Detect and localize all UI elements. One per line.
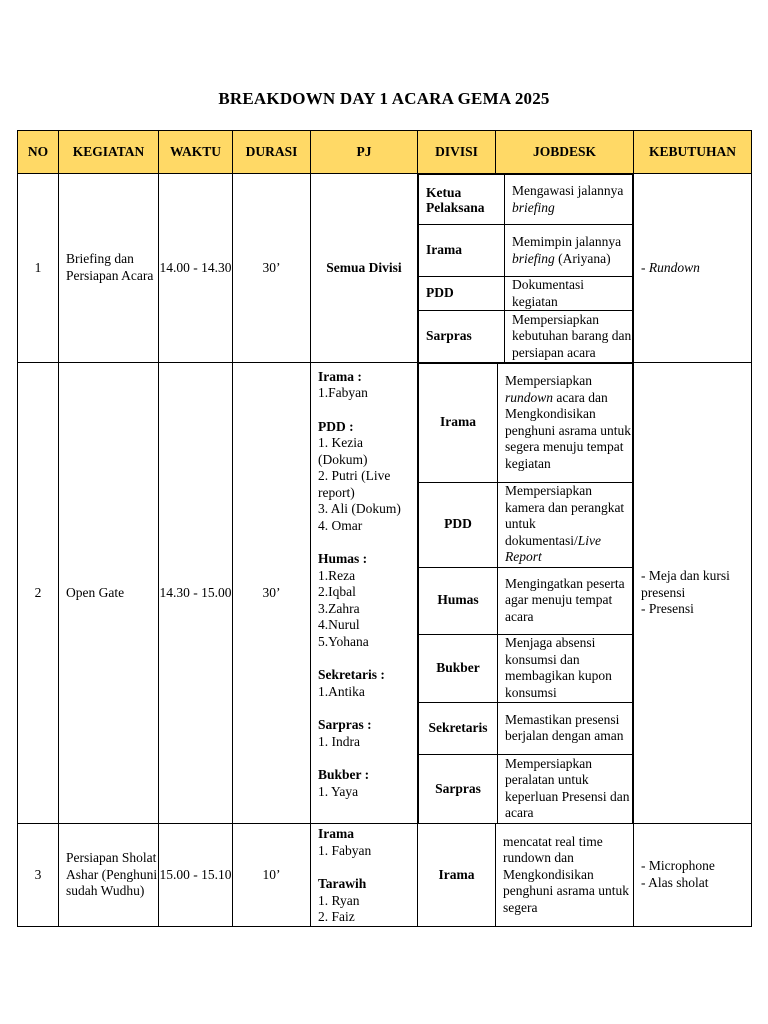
- divisi-row: [419, 482, 633, 567]
- jobdesk-text: Dokumentasi kegiatan: [505, 277, 633, 311]
- table-row: [18, 824, 752, 927]
- pj-group: [318, 667, 411, 700]
- pj-member: 1. Yaya: [318, 783, 359, 799]
- jobdesk-text: Memastikan presensi berjalan dengan aman: [498, 702, 633, 754]
- divisi-name: Sekretaris: [419, 702, 498, 754]
- jobdesk-text: Memimpin jalannya briefing (Ariyana): [505, 225, 633, 277]
- pj-member: 3. Ali (Dokum): [318, 501, 401, 516]
- divisi-name: Irama: [419, 225, 505, 277]
- pj-member: 2. Putri (Live report): [318, 468, 391, 500]
- row-pj: [311, 362, 418, 824]
- pj-group-label: PDD :: [318, 418, 354, 434]
- document-title: BREAKDOWN DAY 1 ACARA GEMA 2025: [218, 89, 550, 108]
- pj-member: 1.Antika: [318, 683, 365, 699]
- row-kegiatan: Open Gate: [59, 362, 159, 824]
- row-durasi: 30’: [233, 174, 311, 363]
- row-kegiatan: Persiapan Sholat Ashar (Penghuni sudah Wudhu): [59, 824, 159, 927]
- divisi-row: [419, 363, 633, 482]
- pj-group: [318, 419, 411, 535]
- pj-member: 1.Fabyan: [318, 385, 368, 400]
- divisi-name: Ketua Pelaksana: [419, 175, 505, 225]
- jobdesk-text: mencatat real time rundown dan Mengkondisikan penghuni asrama untuk segera: [496, 824, 634, 927]
- table-row: [18, 362, 752, 824]
- row-kebutuhan: [634, 362, 752, 824]
- pj-group-label: Sekretaris :: [318, 667, 385, 682]
- pj-member: 5.Yohana: [318, 633, 369, 649]
- row-waktu: 14.00 - 14.30: [159, 174, 233, 363]
- pj-group: [318, 551, 411, 650]
- row-no: 1: [18, 174, 59, 363]
- divisi-name: PDD: [419, 277, 505, 311]
- kebutuhan-item: - Presensi: [641, 601, 694, 616]
- row-no: 3: [18, 824, 59, 927]
- divisi-row: [419, 277, 633, 311]
- header-pj: PJ: [311, 131, 418, 174]
- pj-member: 1. Ryan: [318, 892, 360, 908]
- divisi-row: [419, 754, 633, 823]
- header-kebutuhan: KEBUTUHAN: [634, 131, 752, 174]
- pj-group-label: Tarawih: [318, 876, 367, 891]
- divisi-name: Sarpras: [419, 311, 505, 362]
- row-kebutuhan: [634, 824, 752, 927]
- row-no: 2: [18, 362, 59, 824]
- divisi-row: [419, 567, 633, 634]
- divisi-name: Irama: [418, 824, 496, 927]
- pj-member: 2.Iqbal: [318, 584, 356, 599]
- pj-group-label: Humas :: [318, 551, 368, 566]
- jobdesk-text: Mempersiapkan rundown acara dan Mengkondisikan penghuni asrama untuk segera menuju tempat kegiatan: [498, 363, 633, 482]
- jobdesk-text: Mempersiapkan peralatan untuk keperluan Presensi dan acara: [498, 754, 633, 823]
- breakdown-table: [17, 130, 752, 927]
- header-jobdesk: JOBDESK: [496, 131, 634, 174]
- divisi-name: Irama: [419, 363, 498, 482]
- jobdesk-text: Mempersiapkan kebutuhan barang dan persiapan acara: [505, 311, 633, 362]
- divisi-name: PDD: [419, 482, 498, 567]
- pj-group: [318, 767, 411, 800]
- divisi-name: Sarpras: [419, 754, 498, 823]
- divisi-jobdesk-block: [418, 362, 634, 824]
- jobdesk-text: Mengingatkan peserta agar menuju tempat acara: [498, 567, 633, 634]
- row-kegiatan: Briefing dan Persiapan Acara: [59, 174, 159, 363]
- divisi-row: [419, 311, 633, 362]
- header-waktu: WAKTU: [159, 131, 233, 174]
- pj-group: [318, 369, 411, 402]
- kebutuhan-item: - Alas sholat: [641, 874, 709, 890]
- divisi-name: Bukber: [419, 634, 498, 702]
- jobdesk-text: Mempersiapkan kamera dan perangkat untuk dokumentasi/Live Report: [498, 482, 633, 567]
- jobdesk-text: Mengawasi jalannya briefing: [505, 175, 633, 225]
- pj-member: 1. Indra: [318, 733, 360, 749]
- header-durasi: DURASI: [233, 131, 311, 174]
- pj-group: [318, 826, 411, 859]
- header-divisi: DIVISI: [418, 131, 496, 174]
- pj-group-label: Irama :: [318, 368, 362, 384]
- row-pj: Semua Divisi: [311, 174, 418, 363]
- pj-group-label: Bukber :: [318, 767, 370, 782]
- table-row: [18, 174, 752, 363]
- pj-member: 4. Omar: [318, 517, 363, 533]
- row-pj: [311, 824, 418, 927]
- kebutuhan-item: - Meja dan kursi presensi: [641, 568, 730, 600]
- pj-member: 1. Kezia (Dokum): [318, 435, 368, 467]
- divisi-row: [419, 634, 633, 702]
- pj-member: 1.Reza: [318, 567, 356, 583]
- pj-group-label: Irama: [318, 826, 354, 841]
- pj-member: 3.Zahra: [318, 600, 360, 616]
- divisi-jobdesk-block: [418, 174, 634, 363]
- table-header-row: [18, 131, 752, 174]
- row-durasi: 10’: [233, 824, 311, 927]
- row-waktu: 15.00 - 15.10: [159, 824, 233, 927]
- jobdesk-text: Menjaga absensi konsumsi dan membagikan kupon konsumsi: [498, 634, 633, 702]
- divisi-row: [419, 175, 633, 225]
- divisi-row: [419, 225, 633, 277]
- kebutuhan-item: - Microphone: [641, 858, 715, 874]
- divisi-row: [419, 702, 633, 754]
- pj-member: 4.Nurul: [318, 617, 360, 632]
- row-kebutuhan: - Rundown: [634, 174, 752, 363]
- pj-member: 1. Fabyan: [318, 842, 372, 858]
- row-durasi: 30’: [233, 362, 311, 824]
- pj-member: 2. Faiz: [318, 909, 355, 924]
- header-kegiatan: KEGIATAN: [59, 131, 159, 174]
- row-waktu: 14.30 - 15.00: [159, 362, 233, 824]
- divisi-name: Humas: [419, 567, 498, 634]
- header-no: NO: [18, 131, 59, 174]
- divisi-subtable: [418, 174, 633, 362]
- pj-group: [318, 717, 411, 750]
- pj-group: [318, 876, 411, 926]
- pj-group-label: Sarpras :: [318, 717, 372, 732]
- divisi-subtable: [418, 363, 633, 824]
